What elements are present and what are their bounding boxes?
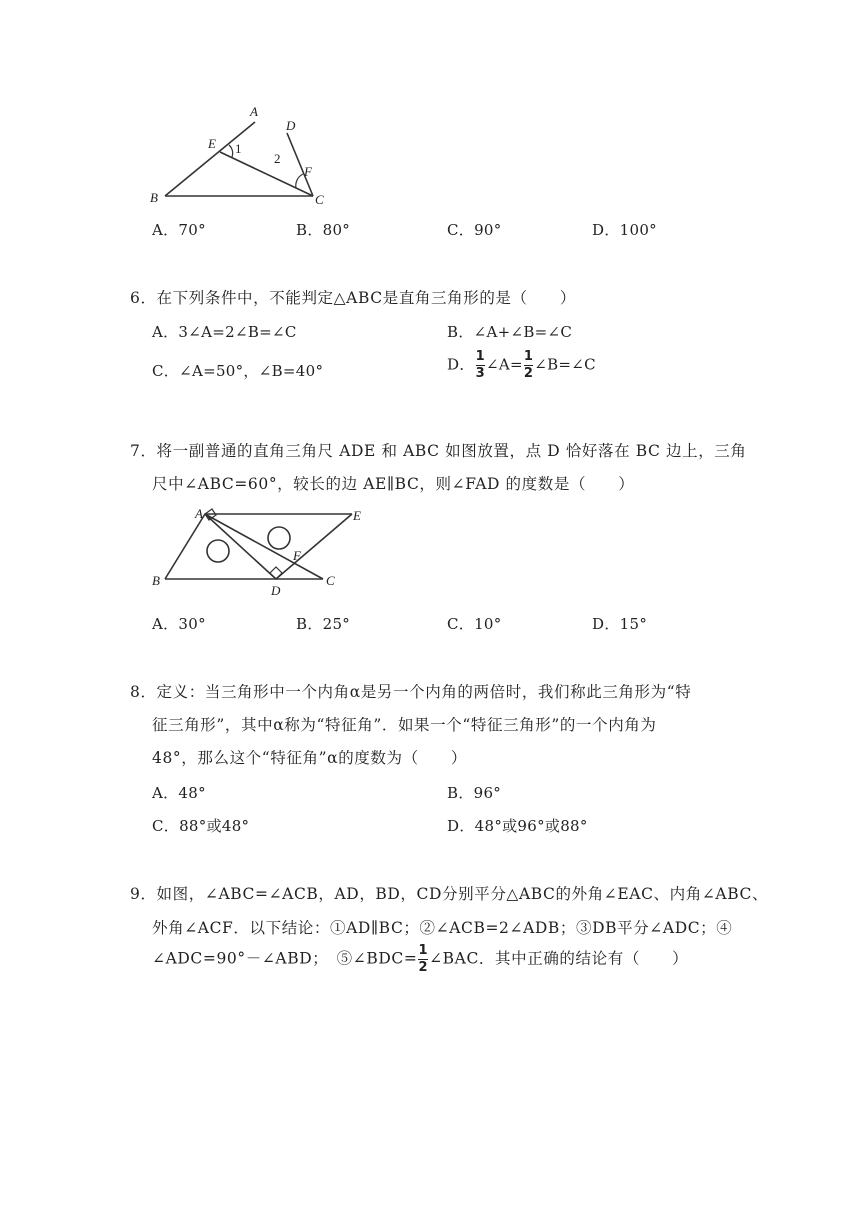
q8-line-2: 征三角形”，其中α称为“特征角”．如果一个“特征三角形”的一个内角为 — [152, 716, 657, 734]
label-F: F — [304, 164, 312, 179]
segment-EC — [220, 152, 313, 196]
q8-line-1: 8．定义：当三角形中一个内角α是另一个内角的两倍时，我们称此三角形为“特 — [130, 683, 692, 701]
segment-AB — [165, 514, 205, 579]
q5-option-c: C．90° — [447, 221, 502, 239]
fraction-one-third: $\frac{1}{3}$ — [475, 349, 485, 381]
segment-DE — [276, 514, 352, 579]
label-B: B — [150, 190, 158, 205]
q9-line-2: 外角∠ACF．以下结论：①AD∥BC；②∠ACB=2∠ADB；③DB平分∠ADC；④ — [152, 919, 733, 937]
fraction-one-half: $\frac{1}{2}$ — [418, 943, 429, 975]
label-A: A — [250, 104, 258, 119]
angle-1-arc — [229, 145, 233, 157]
right-angle-mark-d — [270, 567, 282, 579]
label-1: 1 — [235, 141, 242, 156]
label-C: C — [326, 573, 335, 588]
q6-option-d-label: D． — [447, 355, 475, 374]
label-2: 2 — [274, 151, 281, 166]
q8-line-3: 48°，那么这个“特征角”α的度数为（ ） — [152, 749, 467, 767]
angle-2-arc — [296, 174, 303, 188]
q5-figure — [140, 100, 360, 210]
q6-option-d: D．$\frac{1}{3}\angle A=\frac{1}{2}\angle B=\angle C$ — [447, 349, 596, 381]
q7-line-2: 尺中∠ABC=60°，较长的边 AE∥BC，则∠FAD 的度数是（ ） — [152, 475, 635, 493]
q7-option-d: D．15° — [592, 615, 648, 633]
q6-option-b: B．∠A+∠B=∠C — [447, 323, 573, 341]
q6-stem: 6．在下列条件中，不能判定△ABC是直角三角形的是（ ） — [130, 289, 576, 307]
label-B: B — [152, 573, 160, 588]
label-D: D — [271, 583, 281, 598]
q5-option-d: D．100° — [592, 221, 657, 239]
q5-option-a: A．70° — [152, 221, 206, 239]
label-D: D — [286, 118, 296, 133]
q7-figure — [148, 504, 378, 600]
q5-option-b: B．80° — [296, 221, 351, 239]
q8-option-d: D．48°或96°或88° — [447, 817, 588, 835]
label-F: F — [293, 548, 301, 563]
q9-line-1: 9．如图，∠ABC=∠ACB，AD，BD，CD分别平分△ABC的外角∠EAC、内角∠ABC、 — [130, 885, 769, 903]
triangle-hole-left — [207, 540, 229, 562]
q7-option-c: C．10° — [447, 615, 502, 633]
segment-AC — [205, 514, 323, 579]
q7-line-1: 7．将一副普通的直角三角尺 ADE 和 ABC 如图放置，点 D 恰好落在 BC 边上，三角 — [130, 442, 747, 460]
q7-option-a: A．30° — [152, 615, 206, 633]
q9-line-3: ∠ADC=90°－∠ABD； $⑤\angle BDC=\frac{1}{2}\angle BAC$．其中正确的结论有（ ） — [152, 943, 689, 975]
q6-option-a: A．3∠A=2∠B=∠C — [152, 323, 297, 341]
label-E: E — [208, 136, 216, 151]
q6-option-c: C．∠A=50°，∠B=40° — [152, 362, 324, 380]
q7-option-b: B．25° — [296, 615, 351, 633]
triangle-hole-right — [268, 527, 290, 549]
label-E: E — [353, 508, 361, 523]
segment-BA — [165, 122, 255, 196]
fraction-one-half: $\frac{1}{2}$ — [523, 349, 534, 381]
q8-option-a: A．48° — [152, 784, 206, 802]
q8-option-b: B．96° — [447, 784, 502, 802]
q8-option-c: C．88°或48° — [152, 817, 250, 835]
label-A: A — [195, 506, 203, 521]
label-C: C — [315, 192, 324, 207]
